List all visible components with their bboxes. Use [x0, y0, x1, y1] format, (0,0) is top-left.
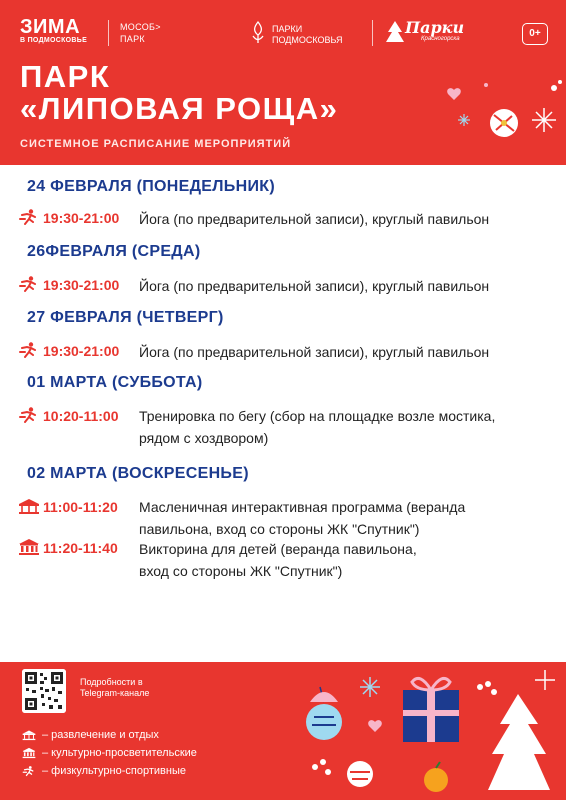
title-line2: «ЛИПОВАЯ РОЩА»	[20, 91, 339, 126]
gift-box-icon	[403, 678, 459, 742]
krasn-script: Парки	[405, 18, 465, 37]
legend-label: – развлечение и отдых	[42, 729, 159, 741]
mosobl-line1: МОСОБ>	[120, 22, 161, 32]
museum-icon	[18, 539, 40, 555]
runner-icon	[18, 342, 40, 358]
day-heading: 01 МАРТА (СУББОТА)	[27, 374, 203, 391]
event-time: 11:20-11:40	[43, 540, 118, 556]
christmas-tree-icon	[488, 694, 550, 790]
event-description	[139, 496, 549, 540]
runner-icon	[18, 276, 40, 292]
park-emblem-icon	[250, 21, 266, 45]
tree-logo-icon	[385, 20, 405, 44]
heart-icon	[447, 88, 461, 100]
snowflake-icon	[532, 108, 556, 132]
header-decoration	[436, 70, 566, 165]
event-desc-line1: Йога (по предварительной записи), круглый павильон	[139, 278, 490, 294]
tangerine-icon	[424, 768, 448, 792]
event-time: 10:20-11:00	[43, 408, 119, 424]
event-time: 19:30-21:00	[43, 343, 120, 359]
snowflake-icon	[458, 114, 470, 126]
title-line1: ПАРК	[20, 59, 111, 94]
event-desc-line2: вход со стороны ЖК "Спутник")	[139, 563, 343, 579]
event-desc-line1: Викторина для детей (веранда павильона,	[139, 541, 417, 557]
event-description	[139, 538, 549, 582]
runner-icon	[18, 209, 40, 225]
zima-logo	[20, 18, 87, 45]
legend-label: – культурно-просветительские	[42, 747, 197, 759]
carousel-icon	[18, 498, 40, 514]
qr-code-icon[interactable]	[22, 669, 66, 713]
logo-bar	[20, 18, 548, 50]
logo-divider	[108, 20, 109, 46]
runner-icon	[22, 765, 36, 777]
event-time: 19:30-21:00	[43, 210, 120, 226]
event-desc-line1: Йога (по предварительной записи), круглый павильон	[139, 344, 490, 360]
event-desc-line2: рядом с хоздвором)	[139, 430, 269, 446]
zima-logo-sub: В ПОДМОСКОВЬЕ	[20, 37, 88, 44]
logo-divider	[372, 20, 373, 46]
carousel-icon	[22, 729, 36, 741]
header-banner	[0, 0, 566, 165]
tg-line1: Подробности в	[80, 677, 143, 687]
mosobl-line2: ПАРК	[120, 34, 145, 44]
ornament-icon	[306, 687, 342, 740]
runner-icon	[18, 407, 40, 423]
event-description	[139, 341, 549, 363]
day-heading: 26ФЕВРАЛЯ (СРЕДА)	[27, 243, 201, 260]
event-description	[139, 208, 549, 230]
age-rating-badge: 0+	[522, 23, 548, 45]
event-time: 11:00-11:20	[43, 499, 118, 515]
heart-icon	[368, 720, 382, 732]
day-heading: 24 ФЕВРАЛЯ (ПОНЕДЕЛЬНИК)	[27, 178, 275, 195]
footer-banner	[0, 662, 566, 800]
event-description	[139, 405, 549, 449]
parki-line1: ПАРКИ	[272, 24, 303, 34]
event-desc-line1: Тренировка по бегу (сбор на площадке возле мостика,	[139, 408, 496, 424]
snowflake-icon	[360, 677, 380, 697]
legend-label: – физкультурно-спортивные	[42, 765, 186, 777]
ornament-icon	[490, 109, 518, 137]
ornament-icon	[347, 761, 373, 787]
parki-line2: ПОДМОСКОВЬЯ	[272, 35, 343, 45]
event-desc-line2: павильона, вход со стороны ЖК "Спутник")	[139, 521, 420, 537]
zima-logo-text: ЗИМА	[20, 16, 81, 38]
snowflake-icon	[535, 670, 555, 690]
museum-icon	[22, 747, 36, 759]
day-heading: 27 ФЕВРАЛЯ (ЧЕТВЕРГ)	[27, 309, 224, 326]
event-description	[139, 275, 549, 297]
mosobl-logo	[120, 21, 161, 45]
footer-decoration	[300, 662, 566, 800]
event-desc-line1: Йога (по предварительной записи), круглый павильон	[139, 211, 490, 227]
event-desc-line1: Масленичная интерактивная программа (веранда	[139, 499, 466, 515]
event-time: 19:30-21:00	[43, 277, 120, 293]
page-title	[20, 61, 338, 125]
tg-line2: Telegram-канале	[80, 688, 150, 698]
krasn-sub: Красногорска	[421, 36, 460, 42]
telegram-info	[80, 677, 149, 699]
parki-krasnogorska-logo	[383, 18, 483, 48]
day-heading: 02 МАРТА (ВОСКРЕСЕНЬЕ)	[27, 465, 249, 482]
page-subtitle: СИСТЕМНОЕ РАСПИСАНИЕ МЕРОПРИЯТИЙ	[20, 138, 292, 150]
